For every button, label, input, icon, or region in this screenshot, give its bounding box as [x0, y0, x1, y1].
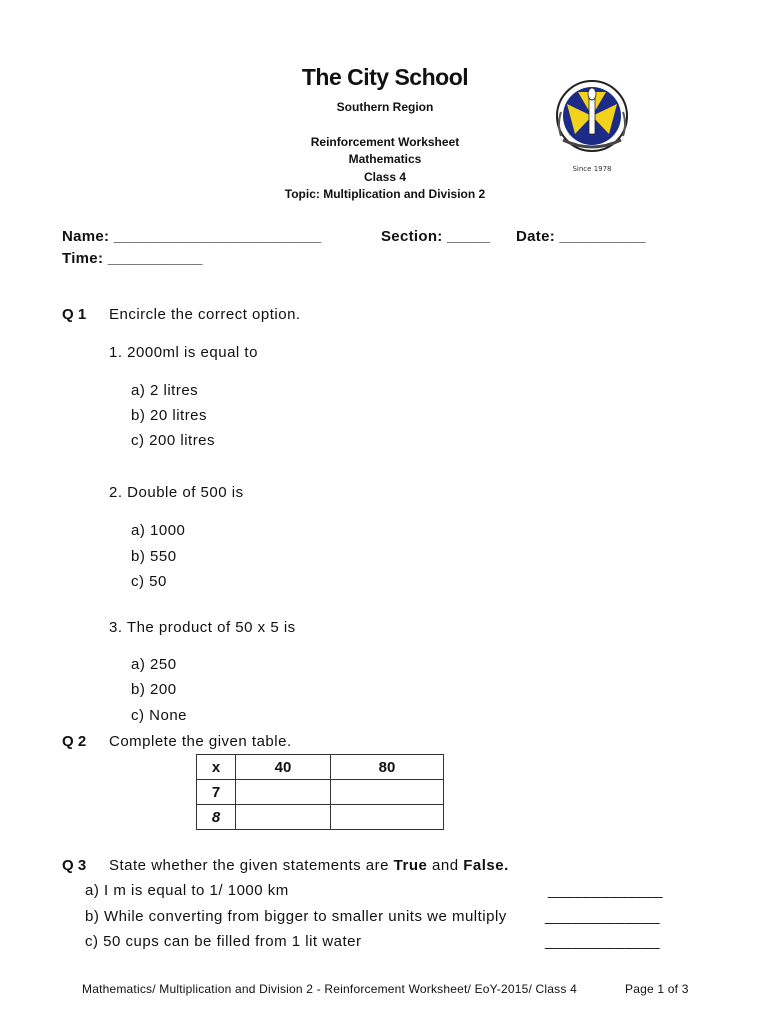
q3-statement-b: b) While converting from bigger to smaller units we multiply — [85, 908, 507, 925]
table-header-row — [197, 755, 444, 780]
time-field: Time: ___________ — [62, 250, 203, 267]
school-title: The City School — [301, 64, 469, 90]
q3-statement-c: c) 50 cups can be filled from 1 lit water — [85, 933, 362, 950]
q3-statement-a: a) I m is equal to 1/ 1000 km — [85, 882, 289, 899]
date-field: Date: __________ — [516, 228, 646, 245]
table-row-label-7: 7 — [197, 780, 236, 805]
multiplication-table — [196, 754, 444, 830]
table-row — [197, 780, 444, 805]
topic-label: Topic: Multiplication and Division 2 — [284, 187, 486, 201]
q1-item-2-option-c: c) 50 — [131, 573, 167, 590]
worksheet-label: Reinforcement Worksheet — [310, 135, 460, 149]
school-crest-icon — [553, 76, 631, 176]
q3-answer-blank-a[interactable]: _____________ — [548, 882, 663, 899]
table-header-80: 80 — [331, 755, 444, 780]
q3-false-word: False. — [463, 857, 509, 874]
q3-number: Q 3 — [62, 857, 87, 874]
q2-number: Q 2 — [62, 733, 87, 750]
table-cell-blank[interactable] — [331, 805, 444, 830]
q1-item-2: 2. Double of 500 is — [109, 484, 244, 501]
table-header-40: 40 — [236, 755, 331, 780]
q3-instruction — [109, 857, 509, 874]
q1-item-3-option-b: b) 200 — [131, 681, 177, 698]
q1-item-3: 3. The product of 50 x 5 is — [109, 619, 296, 636]
q1-number: Q 1 — [62, 306, 87, 323]
subject-label: Mathematics — [348, 152, 422, 166]
q3-true-word: True — [393, 857, 428, 874]
q1-instruction: Encircle the correct option. — [109, 306, 301, 323]
q1-item-2-option-a: a) 1000 — [131, 522, 186, 539]
q1-item-1-option-a: a) 2 litres — [131, 382, 199, 399]
q3-and-word: and — [427, 857, 464, 874]
table-row — [197, 805, 444, 830]
footer-text: Mathematics/ Multiplication and Division 2 - Reinforcement Worksheet/ EoY-2015/ Class 4 — [82, 982, 577, 996]
table-cell-blank[interactable] — [236, 805, 331, 830]
q1-item-2-option-b: b) 550 — [131, 548, 177, 565]
q1-item-3-option-a: a) 250 — [131, 656, 177, 673]
school-logo — [553, 76, 631, 176]
class-label: Class 4 — [363, 170, 407, 184]
section-field: Section: _____ — [381, 228, 491, 245]
q1-item-1-option-c: c) 200 litres — [131, 432, 216, 449]
table-header-x: x — [197, 755, 236, 780]
q3-answer-blank-b[interactable]: _____________ — [545, 908, 660, 925]
q3-answer-blank-c[interactable]: _____________ — [545, 933, 660, 950]
table-cell-blank[interactable] — [331, 780, 444, 805]
logo-since-text: Since 1978 — [572, 165, 612, 173]
page-number: Page 1 of 3 — [625, 982, 689, 996]
region-label: Southern Region — [336, 100, 434, 114]
q3-instruction-prefix: State whether the given statements are — [109, 857, 394, 874]
q1-item-3-option-c: c) None — [131, 707, 188, 724]
name-field: Name: ________________________ — [62, 228, 322, 245]
table-row-label-8: 8 — [197, 805, 236, 830]
table-cell-blank[interactable] — [236, 780, 331, 805]
q1-item-1-option-b: b) 20 litres — [131, 407, 208, 424]
q1-item-1: 1. 2000ml is equal to — [109, 344, 258, 361]
q2-instruction: Complete the given table. — [109, 733, 292, 750]
